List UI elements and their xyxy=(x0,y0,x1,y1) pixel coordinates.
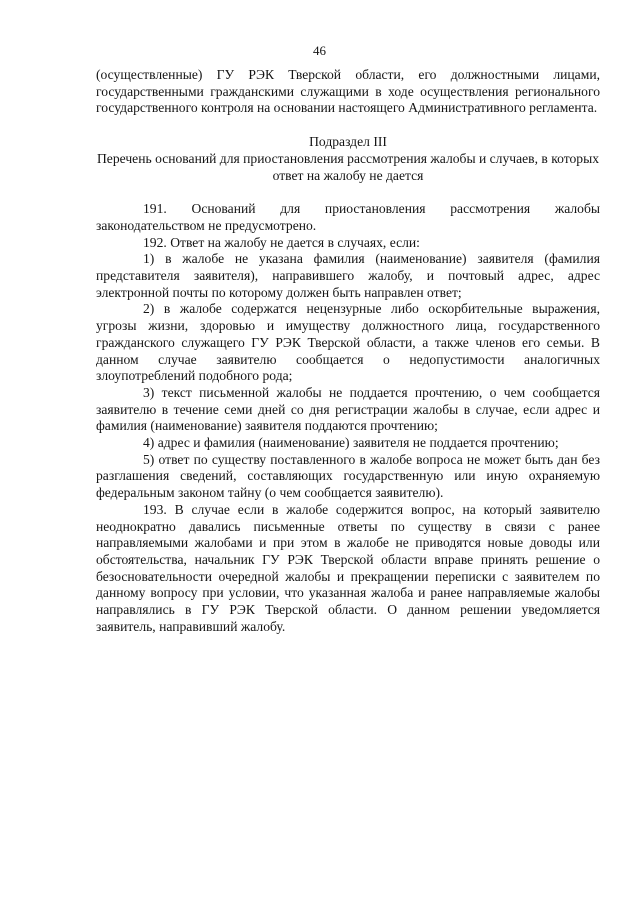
document-body xyxy=(96,67,600,636)
subsection-title: Перечень оснований для приостановления рассмотрения жалобы и случаев, в которых ответ на жалобу не дается xyxy=(96,150,600,183)
page-number: 46 xyxy=(313,43,326,58)
intro-paragraph: (осуществленные) ГУ РЭК Тверской области, его должностными лицами, государственными гражданскими служащими в ходе осуществления регионального государственного контроля на основании настоящего Административного регламента. xyxy=(96,67,600,116)
paragraph-192-item-3: 3) текст письменной жалобы не поддается прочтению, о чем сообщается заявителю в течение семи дней со дня регистрации жалобы в случае, если адрес и фамилия (наименование) заявителя поддаются прочтению; xyxy=(96,384,600,434)
paragraph-193: 193. В случае если в жалобе содержится вопрос, на который заявителю неоднократно давались письменные ответы по существу в связи с ранее направляемыми жалобами и при этом в жалобе не приводятся новые доводы или обстоятельства, начальник ГУ РЭК Тверской области вправе принять решение о безосновательности очередной жалобы и прекращении переписки с заявителем по данному вопросу при условии, что указанная жалоба и ранее направляемые жалобы направлялись в ГУ РЭК Тверской области. О данном решении уведомляется заявитель, направивший жалобу. xyxy=(96,501,600,634)
paragraph-192-item-2: 2) в жалобе содержатся нецензурные либо оскорбительные выражения, угрозы жизни, здоровью и имуществу должностного лица, государственного гражданского служащего ГУ РЭК Тверской области, а также членов его семьи. В данном случае заявителю сообщается о недопустимости аналогичных злоупотреблений подобного рода; xyxy=(96,301,600,384)
paragraph-192-item-5: 5) ответ по существу поставленного в жалобе вопроса не может быть дан без разглашения сведений, составляющих государственную или иную охраняемую федеральным законом тайну (о чем сообщается заявителю). xyxy=(96,451,600,501)
paragraph-192-item-4: 4) адрес и фамилия (наименование) заявителя не поддается прочтению; xyxy=(143,435,559,451)
paragraph-192: 192. Ответ на жалобу не дается в случаях, если: xyxy=(143,234,420,250)
subsection-label: Подраздел III xyxy=(309,134,387,150)
paragraph-191: 191. Оснований для приостановления рассмотрения жалобы законодательством не предусмотрено. xyxy=(96,201,600,233)
paragraph-192-item-1: 1) в жалобе не указана фамилия (наименование) заявителя (фамилия представителя заявителя), направившего жалобу, и почтовый адрес, адрес электронной почты по которому должен быть направлен ответ; xyxy=(96,251,600,300)
